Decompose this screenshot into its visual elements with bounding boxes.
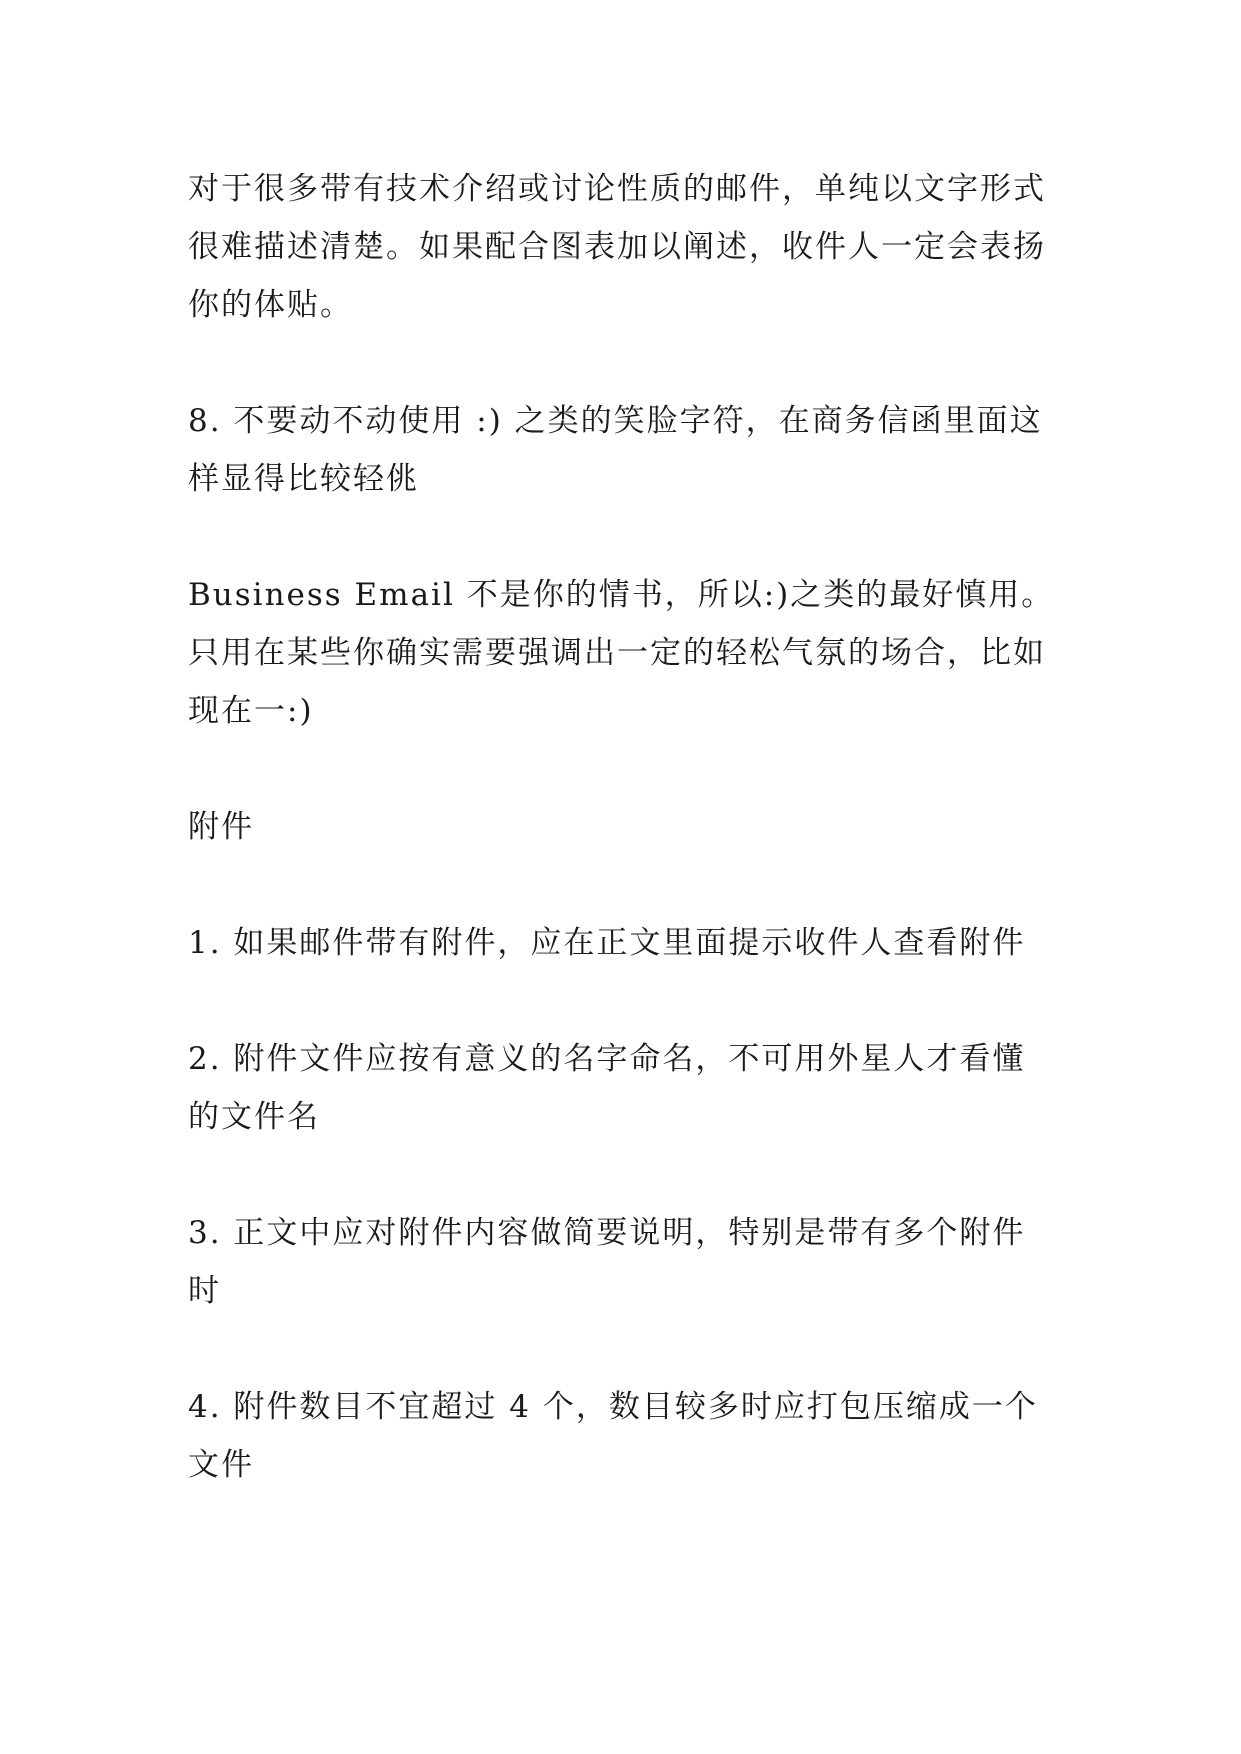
paragraph-chart-tip: 对于很多带有技术介绍或讨论性质的邮件，单纯以文字形式很难描述清楚。如果配合图表加以阐述，收件人一定会表扬你的体贴。: [188, 171, 1046, 323]
attachment-rule-2: 2. 附件文件应按有意义的名字命名，不可用外星人才看懂的文件名: [188, 1041, 1026, 1135]
document-body: [188, 160, 1058, 1494]
paragraph-business-email: Business Email 不是你的情书，所以:)之类的最好慎用。只用在某些你确实需要强调出一定的轻松气氛的场合，比如现在一:): [188, 577, 1055, 729]
attachment-rule-4: 4. 附件数目不宜超过 4 个，数目较多时应打包压缩成一个文件: [188, 1389, 1038, 1483]
attachment-rule-3: 3. 正文中应对附件内容做简要说明，特别是带有多个附件时: [188, 1215, 1026, 1309]
attachment-rule-1: 1. 如果邮件带有附件，应在正文里面提示收件人查看附件: [188, 925, 1026, 961]
section-heading-attachments: 附件: [188, 809, 254, 845]
paragraph-item-8-smiley: 8. 不要动不动使用 :) 之类的笑脸字符，在商务信函里面这样显得比较轻佻: [188, 403, 1043, 497]
